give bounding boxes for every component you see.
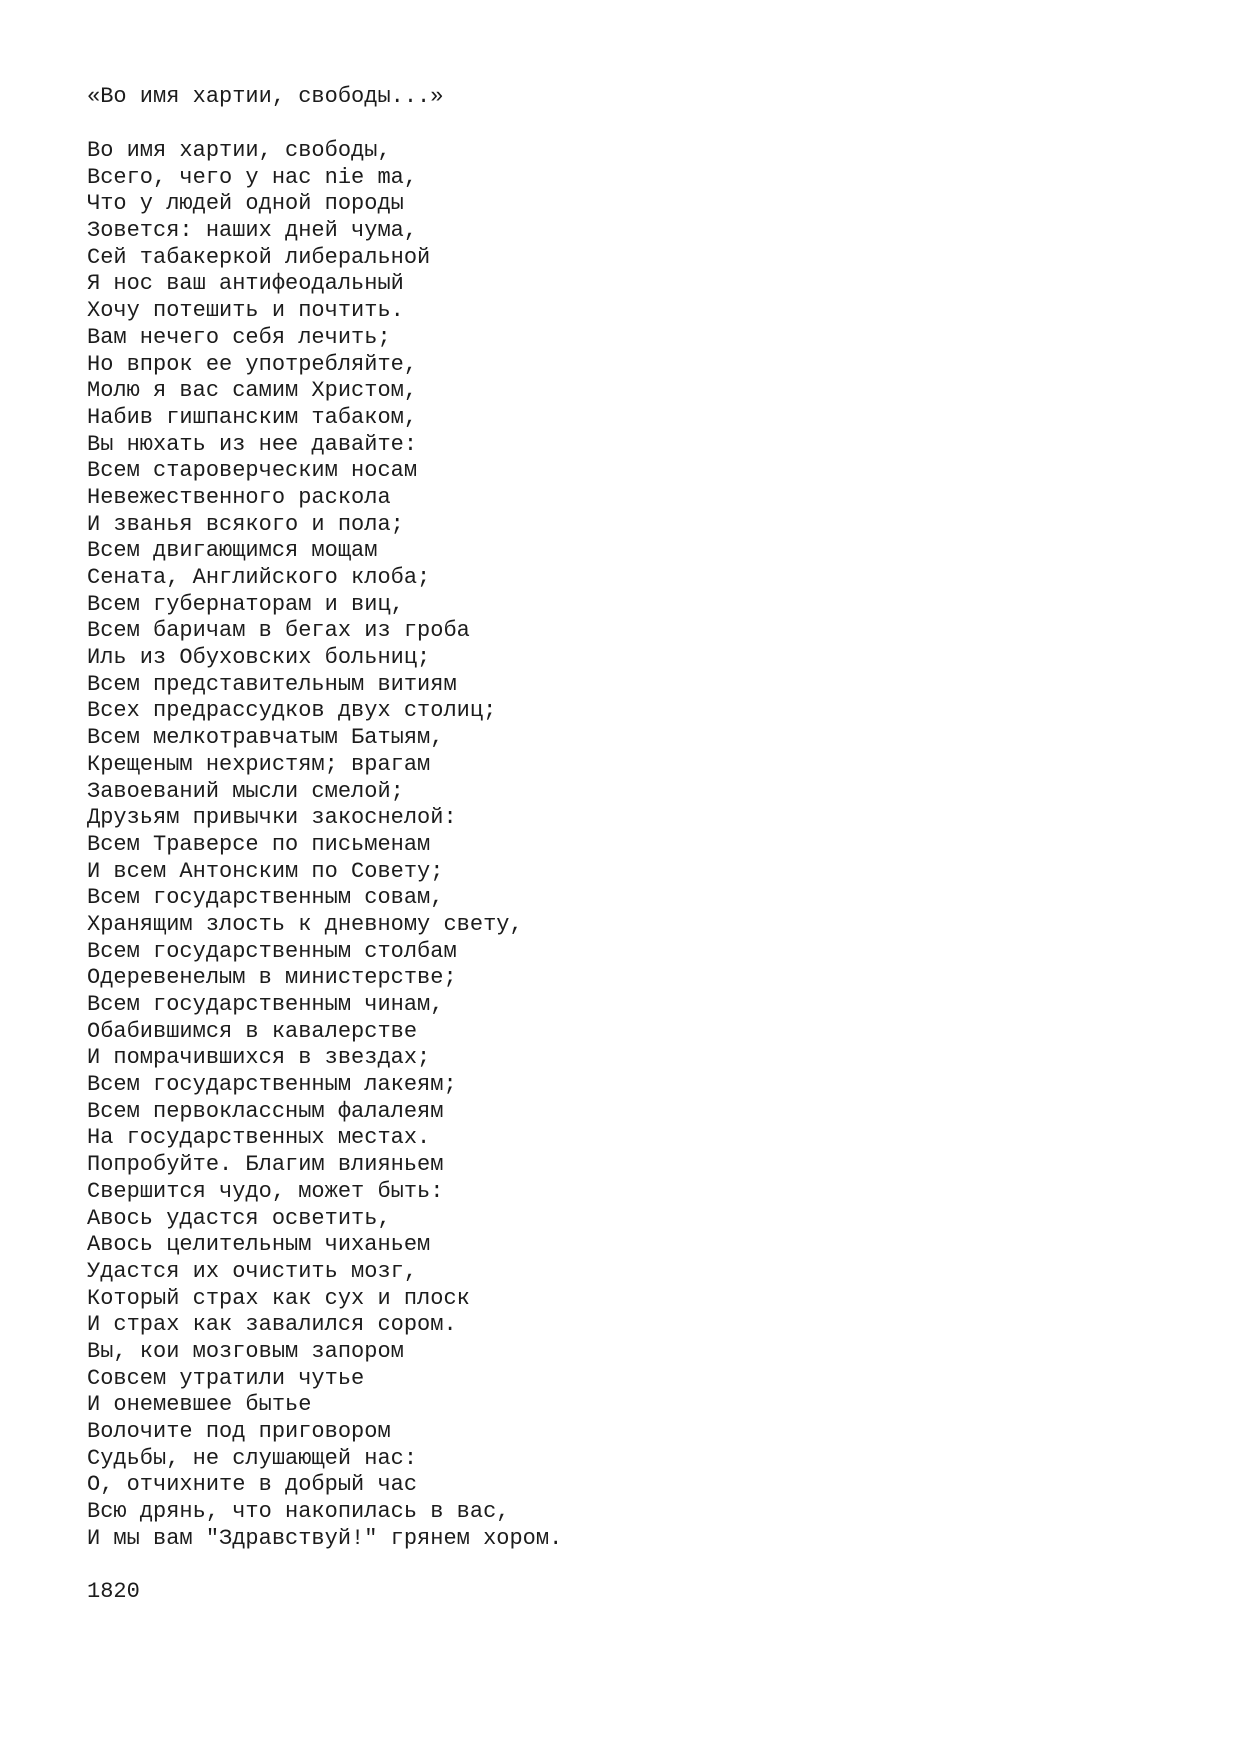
poem-line: Я нос ваш антифеодальный <box>87 271 404 297</box>
poem-line: Авось удастся осветить, <box>87 1205 391 1231</box>
poem-line: О, отчихните в добрый час <box>87 1472 418 1498</box>
poem-line: Вы, кои мозговым запором <box>87 1338 404 1364</box>
poem-line: Всем баричам в бегах из гроба <box>87 618 470 644</box>
poem-line: И званья всякого и пола; <box>87 511 404 537</box>
poem-line: Одеревенелым в министерстве; <box>87 965 457 991</box>
poem-line: Удастся их очистить мозг, <box>87 1258 418 1284</box>
poem-body <box>87 138 562 1552</box>
poem-line: И помрачившихся в звездах; <box>87 1045 431 1071</box>
poem-line: Судьбы, не слушающей нас: <box>87 1445 418 1471</box>
poem-title: «Во имя хартии, свободы...» <box>87 84 444 109</box>
poem-line: Всем двигающимся мощам <box>87 538 378 564</box>
poem-line: Авось целительным чиханьем <box>87 1232 431 1258</box>
poem-line: Друзьям привычки закоснелой: <box>87 805 457 831</box>
poem-line: Всем староверческим носам <box>87 458 418 484</box>
poem-line: Зовется: наших дней чума, <box>87 218 418 244</box>
poem-line: Хранящим злость к дневному свету, <box>87 911 523 937</box>
poem-line: Свершится чудо, может быть: <box>87 1178 444 1204</box>
poem-line: Обабившимся в кавалерстве <box>87 1018 418 1044</box>
poem-line: И онемевшее бытье <box>87 1392 312 1418</box>
poem-line: Завоеваний мысли смелой; <box>87 778 404 804</box>
poem-line: Молю я вас самим Христом, <box>87 378 418 404</box>
poem-line: Иль из Обуховских больниц; <box>87 645 431 671</box>
poem-line: И мы вам "Здравствуй!" грянем хором. <box>87 1525 563 1551</box>
poem-line: Вам нечего себя лечить; <box>87 324 391 350</box>
poem-line: Всем представительным витиям <box>87 671 457 697</box>
poem-line: Всех предрассудков двух столиц; <box>87 698 497 724</box>
poem-line: Всю дрянь, что накопилась в вас, <box>87 1499 510 1525</box>
poem-line: И всем Антонским по Совету; <box>87 858 444 884</box>
poem-line: Всем Траверсе по письменам <box>87 831 431 857</box>
poem-line: Во имя хартии, свободы, <box>87 138 391 163</box>
poem-line: Но впрок ее употребляйте, <box>87 351 418 377</box>
poem-line: Всем государственным лакеям; <box>87 1072 457 1098</box>
poem-line: Попробуйте. Благим влияньем <box>87 1152 444 1178</box>
poem-line: Совсем утратили чутье <box>87 1365 365 1391</box>
poem-line: Хочу потешить и почтить. <box>87 298 404 324</box>
poem-line: Волочите под приговором <box>87 1419 391 1444</box>
poem-line: И страх как завалился сором. <box>87 1312 457 1338</box>
poem-line: Сей табакеркой либеральной <box>87 244 431 270</box>
poem-line: Который страх как сух и плоск <box>87 1285 470 1311</box>
poem-line: Всем государственным столбам <box>87 938 457 964</box>
poem-line: Всем мелкотравчатым Батыям, <box>87 725 444 751</box>
poem-line: На государственных местах. <box>87 1125 431 1151</box>
poem-line: Крещеным нехристям; врагам <box>87 751 431 777</box>
poem-date: 1820 <box>87 1579 140 1604</box>
poem-line: Всем первоклассным фалалеям <box>87 1098 444 1124</box>
poem-line: Сената, Английского клоба; <box>87 565 431 590</box>
poem-line: Набив гишпанским табаком, <box>87 404 418 430</box>
poem-line: Что у людей одной породы <box>87 191 404 217</box>
poem-line: Всего, чего у нас nie ma, <box>87 164 418 190</box>
poem-line: Невежественного раскола <box>87 484 391 510</box>
poem-line: Всем губернаторам и виц, <box>87 591 404 617</box>
poem-line: Всем государственным совам, <box>87 885 444 911</box>
poem-line: Вы нюхать из нее давайте: <box>87 431 418 457</box>
poem-line: Всем государственным чинам, <box>87 992 444 1017</box>
